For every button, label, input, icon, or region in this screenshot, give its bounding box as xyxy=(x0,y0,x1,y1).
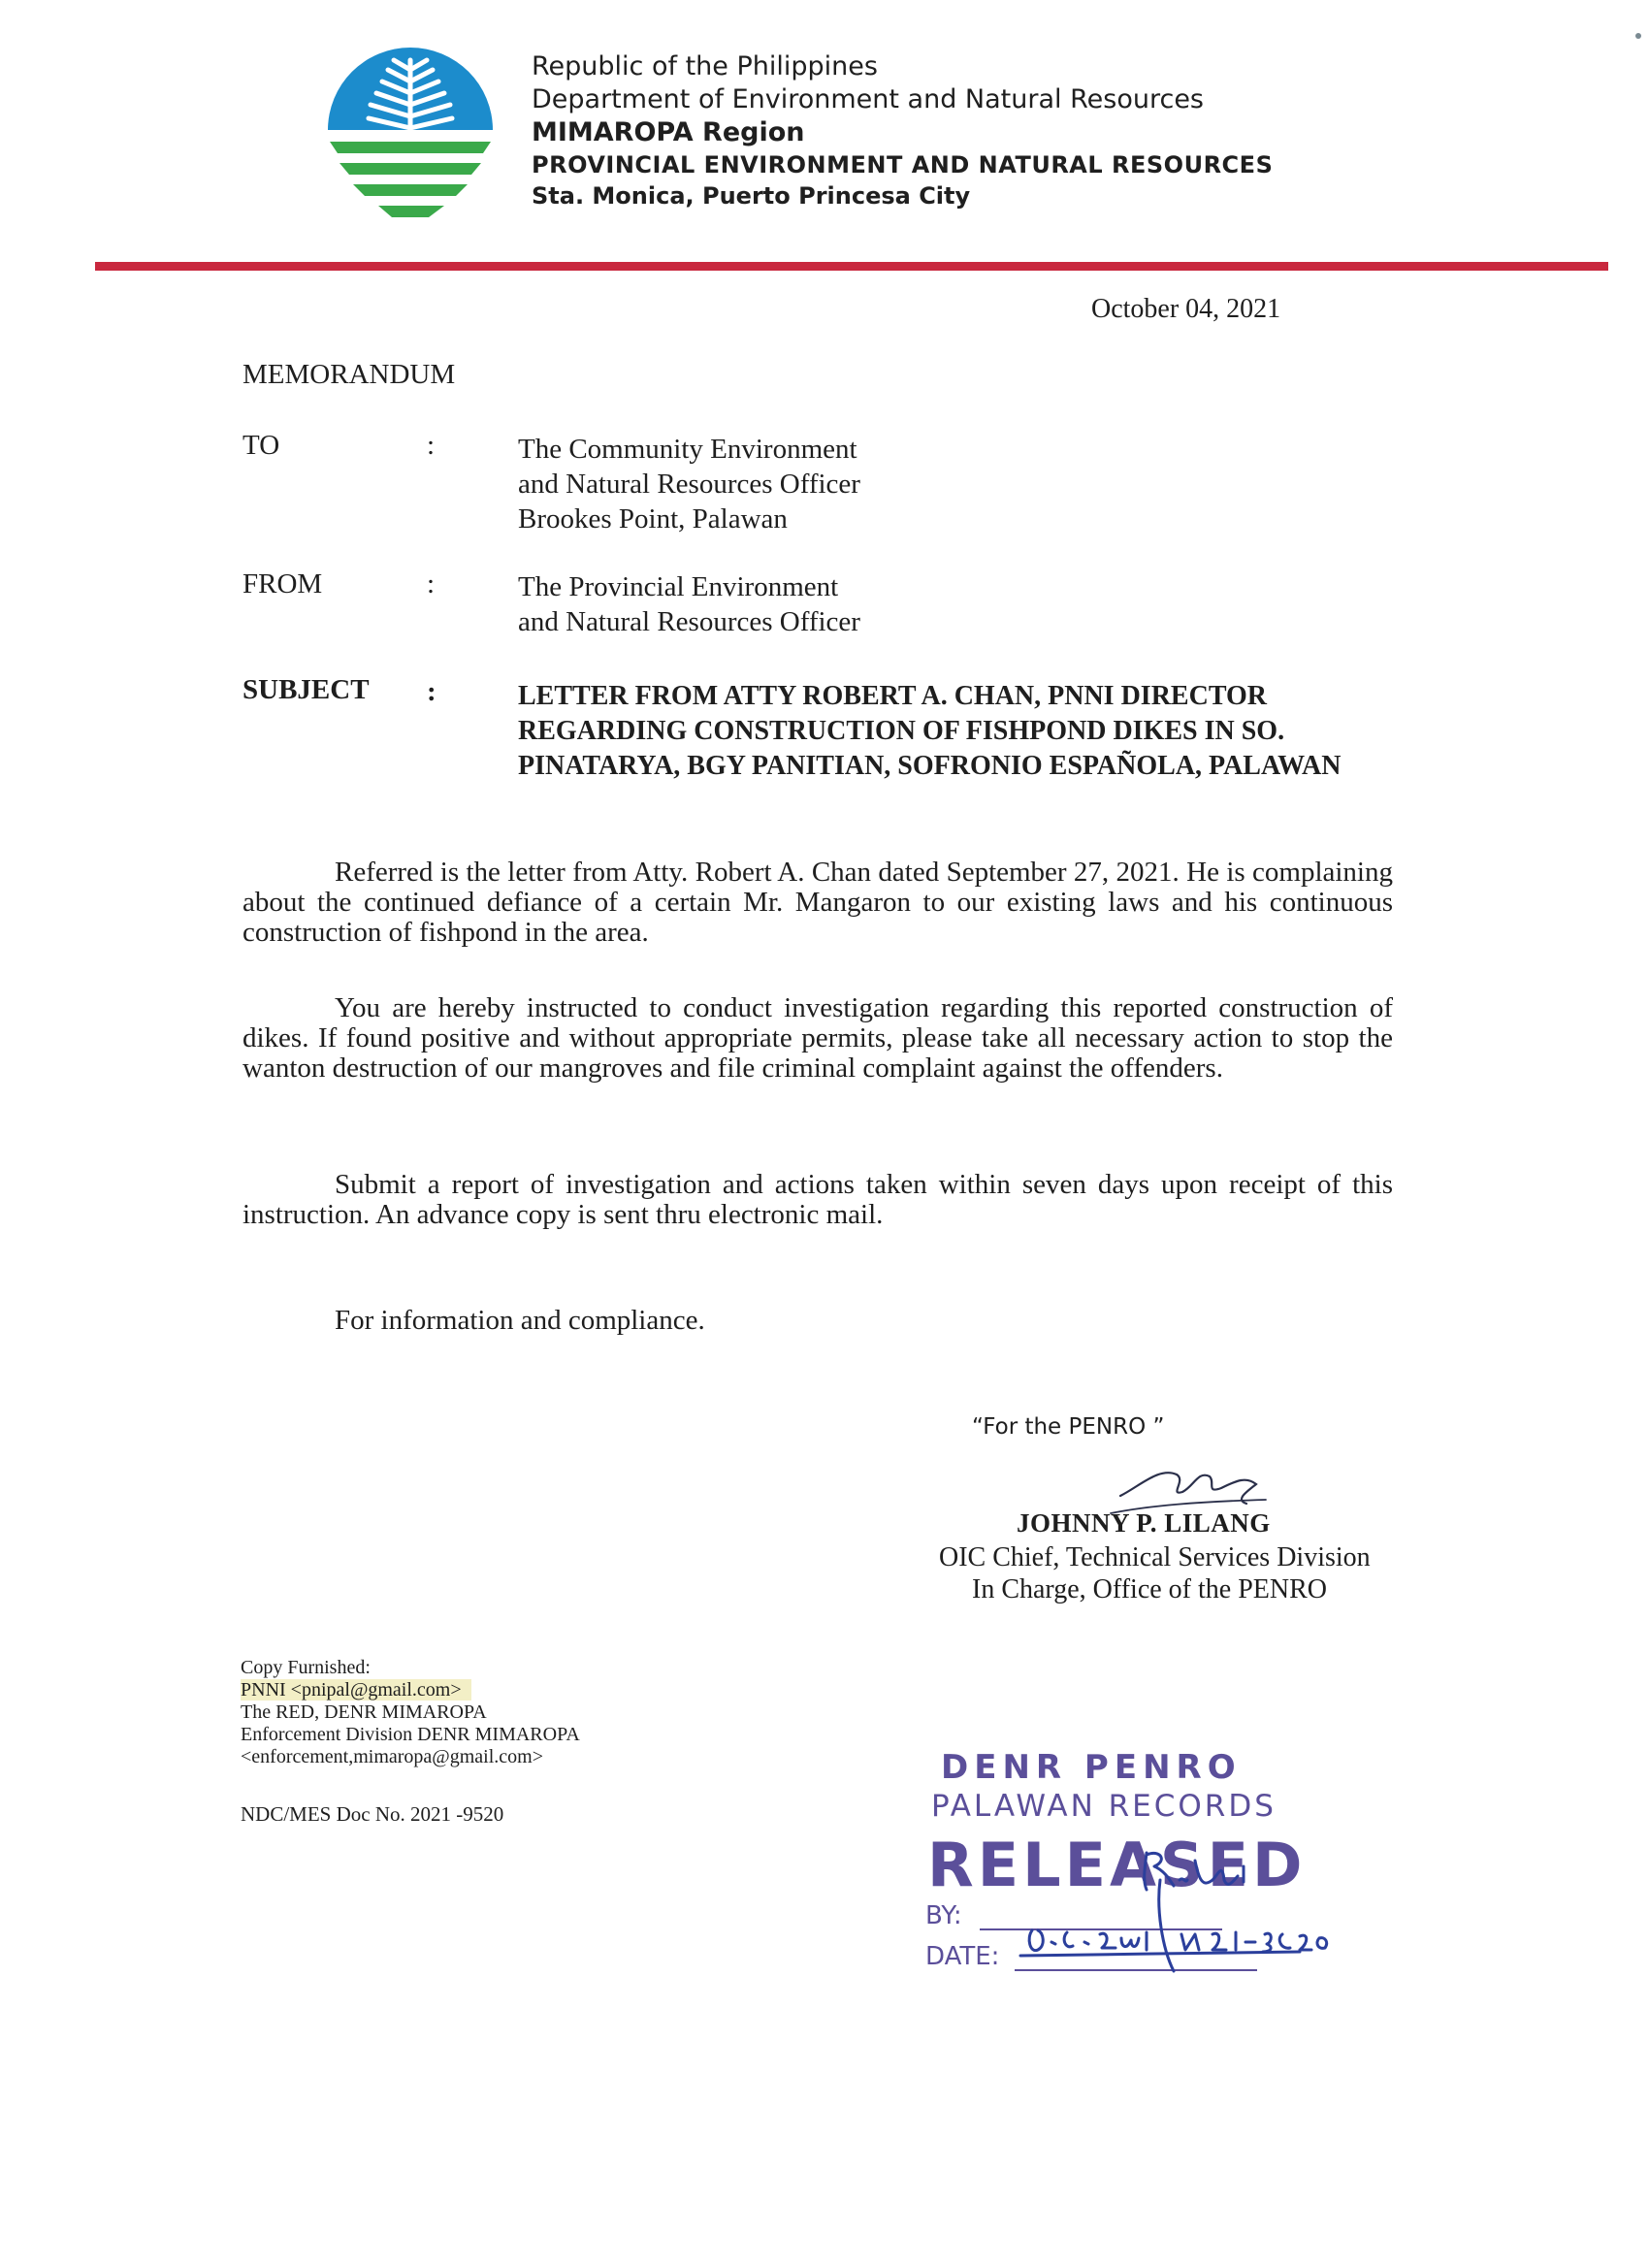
to-line: and Natural Resources Officer xyxy=(518,469,860,500)
to-label: TO xyxy=(242,430,280,461)
from-line: and Natural Resources Officer xyxy=(518,606,860,637)
to-line: Brookes Point, Palawan xyxy=(518,503,788,535)
stamp-office: DENR PENRO xyxy=(941,1748,1242,1787)
copy-furnished-line: <enforcement,mimaropa@gmail.com> xyxy=(241,1746,543,1767)
letterhead-office: PROVINCIAL ENVIRONMENT AND NATURAL RESOURCES xyxy=(532,151,1274,178)
body-paragraph: Referred is the letter from Atty. Robert A. Chan dated September 27, 2021. He is complaining about the continued defiance of a certain Mr. Mangaron to our existing laws and his continuous construction of fishpond in the area. xyxy=(242,857,1393,948)
memo-date: October 04, 2021 xyxy=(1091,294,1281,324)
closing-line: For information and compliance. xyxy=(335,1305,705,1336)
to-line: The Community Environment xyxy=(518,434,857,465)
stamp-status: RELEASED xyxy=(927,1830,1307,1900)
subject-text: LETTER FROM ATTY ROBERT A. CHAN, PNNI DIRECTOR REGARDING CONSTRUCTION OF FISHPOND DIKES IN SO. PINATARYA, BGY PANITIAN, SOFRONIO ESPAÑOLA, PALAWAN xyxy=(518,681,1342,781)
highlighted-recipient: PNNI <pnipal@gmail.com> xyxy=(241,1679,471,1701)
signer-title: OIC Chief, Technical Services Division xyxy=(939,1542,1371,1572)
stamp-by-label: BY: xyxy=(925,1901,962,1930)
copy-furnished-line xyxy=(241,1679,580,1701)
from-line: The Provincial Environment xyxy=(518,571,839,602)
denr-logo xyxy=(320,41,501,231)
scan-speck xyxy=(1635,33,1641,39)
copy-furnished xyxy=(241,1657,580,1768)
letterhead-country: Republic of the Philippines xyxy=(532,51,878,81)
subject-label: SUBJECT xyxy=(242,674,370,705)
copy-furnished-line: Enforcement Division DENR MIMAROPA xyxy=(241,1724,580,1745)
letterhead-region: MIMAROPA Region xyxy=(532,117,805,147)
document-number: NDC/MES Doc No. 2021 -9520 xyxy=(241,1802,504,1826)
stamp-records: PALAWAN RECORDS xyxy=(931,1789,1277,1824)
letterhead-address: Sta. Monica, Puerto Princesa City xyxy=(532,182,971,210)
from-sender xyxy=(518,569,860,639)
memo-title: MEMORANDUM xyxy=(242,359,456,390)
from-colon: : xyxy=(427,568,436,599)
for-the-penro: “For the PENRO ” xyxy=(972,1414,1165,1440)
copy-furnished-label: Copy Furnished: xyxy=(241,1657,371,1678)
letterhead xyxy=(532,50,1273,211)
to-recipient xyxy=(518,432,860,536)
header-rule xyxy=(95,262,1608,271)
body-paragraph: You are hereby instructed to conduct investigation regarding this reported construction of dikes. If found positive and without appropriate permits, please take all necessary action to stop the wanton destruction of our mangroves and file criminal complaint against the offenders. xyxy=(242,992,1393,1084)
copy-furnished-line: The RED, DENR MIMAROPA xyxy=(241,1701,487,1723)
stamp-date-label: DATE: xyxy=(925,1942,1000,1971)
subject-colon: : xyxy=(427,676,436,707)
from-label: FROM xyxy=(242,568,323,599)
letterhead-department: Department of Environment and Natural Resources xyxy=(532,84,1204,114)
to-colon: : xyxy=(427,430,436,461)
body-paragraph: Submit a report of investigation and actions taken within seven days upon receipt of this instruction. An advance copy is sent thru electronic mail. xyxy=(242,1169,1393,1230)
signer-office: In Charge, Office of the PENRO xyxy=(972,1574,1327,1604)
signer-name: JOHNNY P. LILANG xyxy=(1017,1508,1271,1538)
handwritten-release-entry xyxy=(931,1841,1348,1977)
